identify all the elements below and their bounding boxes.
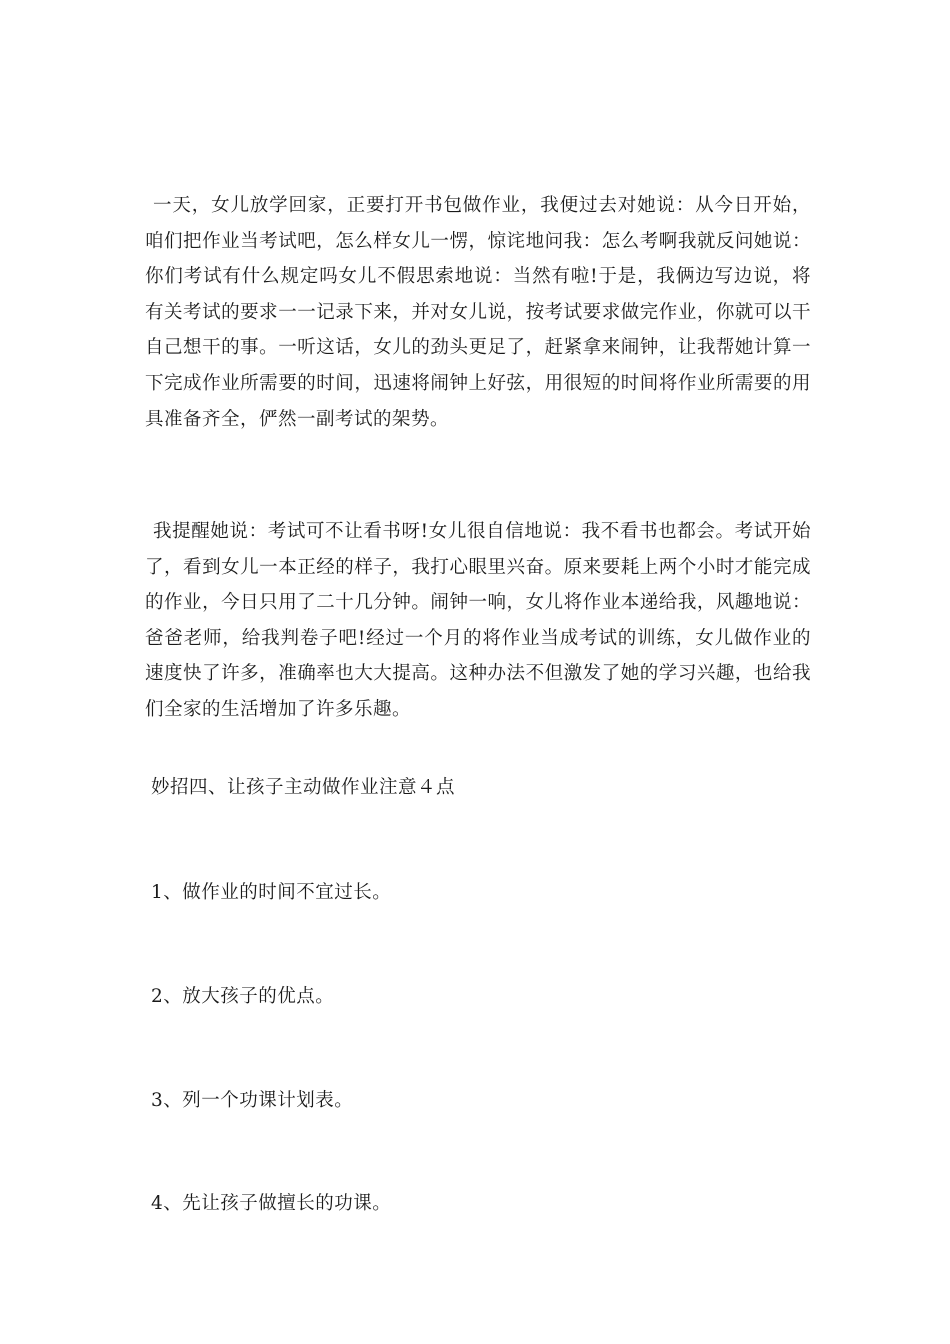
tip-item-1: 1、做作业的时间不宜过长。 <box>151 882 392 903</box>
tip-item-4: 4、先让孩子做擅长的功课。 <box>151 1193 392 1214</box>
paragraph-1: 一天，女儿放学回家，正要打开书包做作业，我便过去对她说：从今日开始，咱们把作业当考试吧，怎么样女儿一愣，惊诧地问我：怎么考啊我就反问她说：你们考试有什么规定吗女儿不假思索地说：当然有啦!于是，我俩边写边说，将有关考试的要求一一记录下来，并对女儿说，按考试要求做完作业，你就可以干自己想干的事。一听这话，女儿的劲头更足了，赶紧拿来闹钟，让我帮她计算一下完成作业所需要的时间，迅速将闹钟上好弦，用很短的时间将作业所需要的用具准备齐全，俨然一副考试的架势。 <box>145 195 811 430</box>
paragraph-2: 我提醒她说：考试可不让看书呀!女儿很自信地说：我不看书也都会。考试开始了，看到女儿一本正经的样子，我打心眼里兴奋。原来要耗上两个小时才能完成的作业，今日只用了二十几分钟。闹钟一响，女儿将作业本递给我，风趣地说：爸爸老师，给我判卷子吧!经过一个月的将作业当成考试的训练，女儿做作业的速度快了许多，准确率也大大提高。这种办法不但激发了她的学习兴趣，也给我们全家的生活增加了许多乐趣。 <box>145 521 811 720</box>
tip-item-3: 3、列一个功课计划表。 <box>151 1090 354 1111</box>
tip-item-2: 2、放大孩子的优点。 <box>151 986 335 1007</box>
section-heading: 妙招四、让孩子主动做作业注意４点 <box>151 777 456 798</box>
